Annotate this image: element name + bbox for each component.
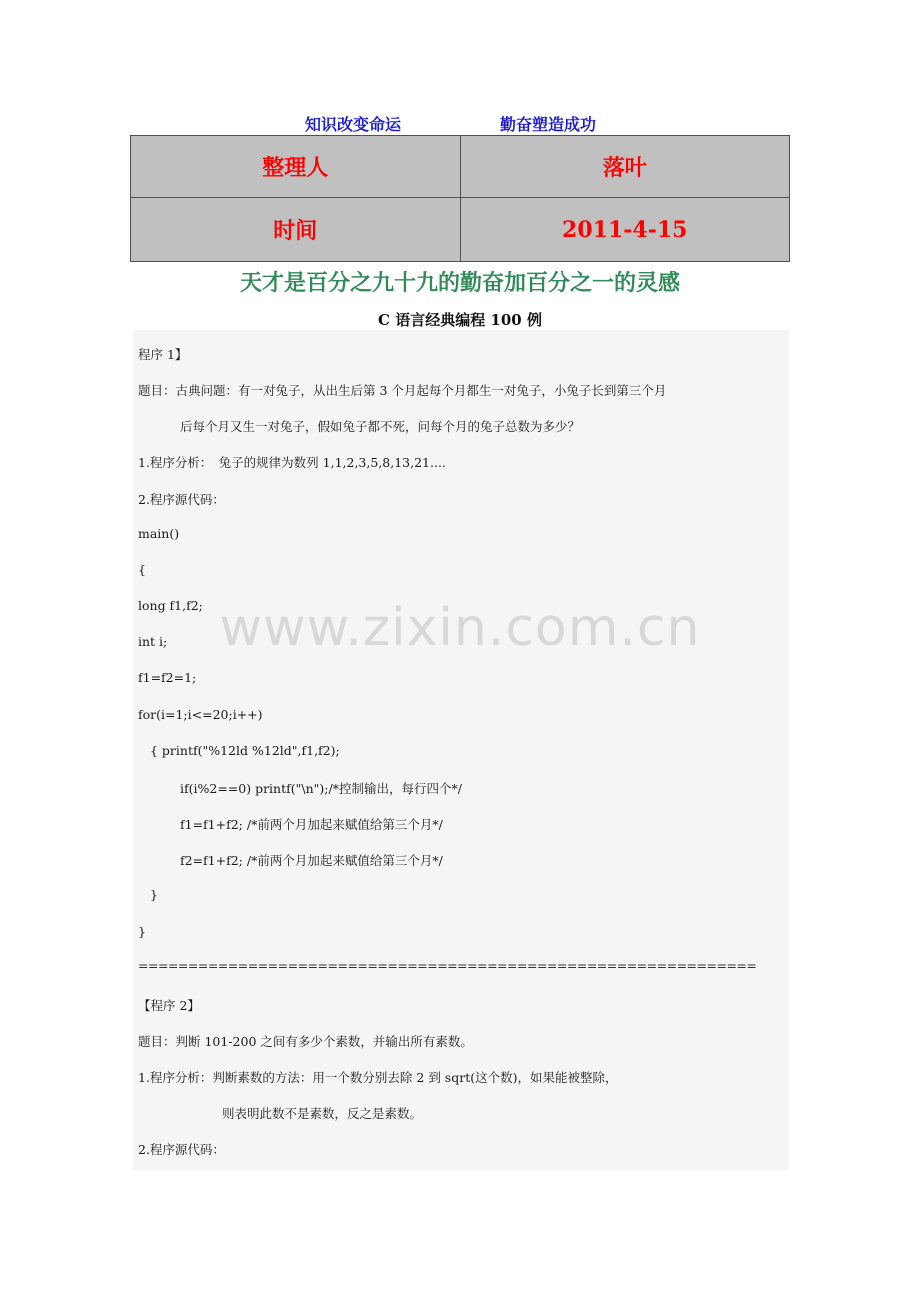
organizer-value: 落叶 [460, 136, 790, 198]
date-label: 时间 [131, 198, 461, 262]
motto [0, 112, 920, 136]
program1-title: 程序 1】 [138, 347, 188, 362]
program1-source-label: 2.程序源代码： [138, 492, 225, 507]
code-line: { printf("%12ld %12ld",f1,f2); [150, 743, 340, 758]
program2-analysis-cont: 则表明此数不是素数，反之是素数。 [222, 1106, 423, 1121]
code-line: } [150, 887, 158, 902]
program1-analysis: 1.程序分析： 兔子的规律为数列 1,1,2,3,5,8,13,21.... [138, 455, 446, 470]
program1-question-cont: 后每个月又生一对兔子，假如兔子都不死，问每个月的兔子总数为多少？ [180, 419, 581, 434]
motto-left: 知识改变命运 [305, 115, 402, 134]
code-line: } [138, 924, 146, 939]
motto-right: 勤奋塑造成功 [500, 115, 597, 134]
info-row-date [131, 198, 790, 262]
program1-question: 题目：古典问题：有一对兔子，从出生后第 3 个月起每个月都生一对兔子，小兔子长到第三个月 [138, 383, 667, 398]
code-line: for(i=1;i<=20;i++) [138, 707, 263, 722]
code-line: f2=f1+f2; /*前两个月加起来赋值给第三个月*/ [180, 853, 443, 868]
info-row-organizer [131, 136, 790, 198]
code-line: f1=f1+f2; /*前两个月加起来赋值给第三个月*/ [180, 817, 443, 832]
code-line: f1=f2=1; [138, 670, 197, 685]
section-separator: ============================================================== [138, 958, 757, 973]
watermark: www.zixin.com.cn [219, 598, 701, 658]
code-line: long f1,f2; [138, 598, 203, 613]
quote-heading: 天才是百分之九十九的勤奋加百分之一的灵感 [239, 271, 680, 296]
code-line: main() [138, 526, 180, 541]
code-line: { [138, 562, 146, 577]
document-subtitle: C 语言经典编程 100 例 [378, 311, 542, 329]
organizer-label: 整理人 [131, 136, 461, 198]
code-line: int i; [138, 634, 168, 649]
content-panel [133, 330, 789, 1170]
code-line: if(i%2==0) printf("\n");/*控制输出，每行四个*/ [180, 781, 462, 796]
program2-analysis: 1.程序分析：判断素数的方法：用一个数分别去除 2 到 sqrt(这个数)，如果能被整除， [138, 1070, 618, 1085]
date-value: 2011-4-15 [460, 198, 790, 262]
program2-title: 【程序 2】 [138, 998, 200, 1013]
program2-source-label: 2.程序源代码： [138, 1142, 225, 1157]
program2-question: 题目：判断 101-200 之间有多少个素数，并输出所有素数。 [138, 1034, 473, 1049]
info-table [130, 135, 790, 262]
